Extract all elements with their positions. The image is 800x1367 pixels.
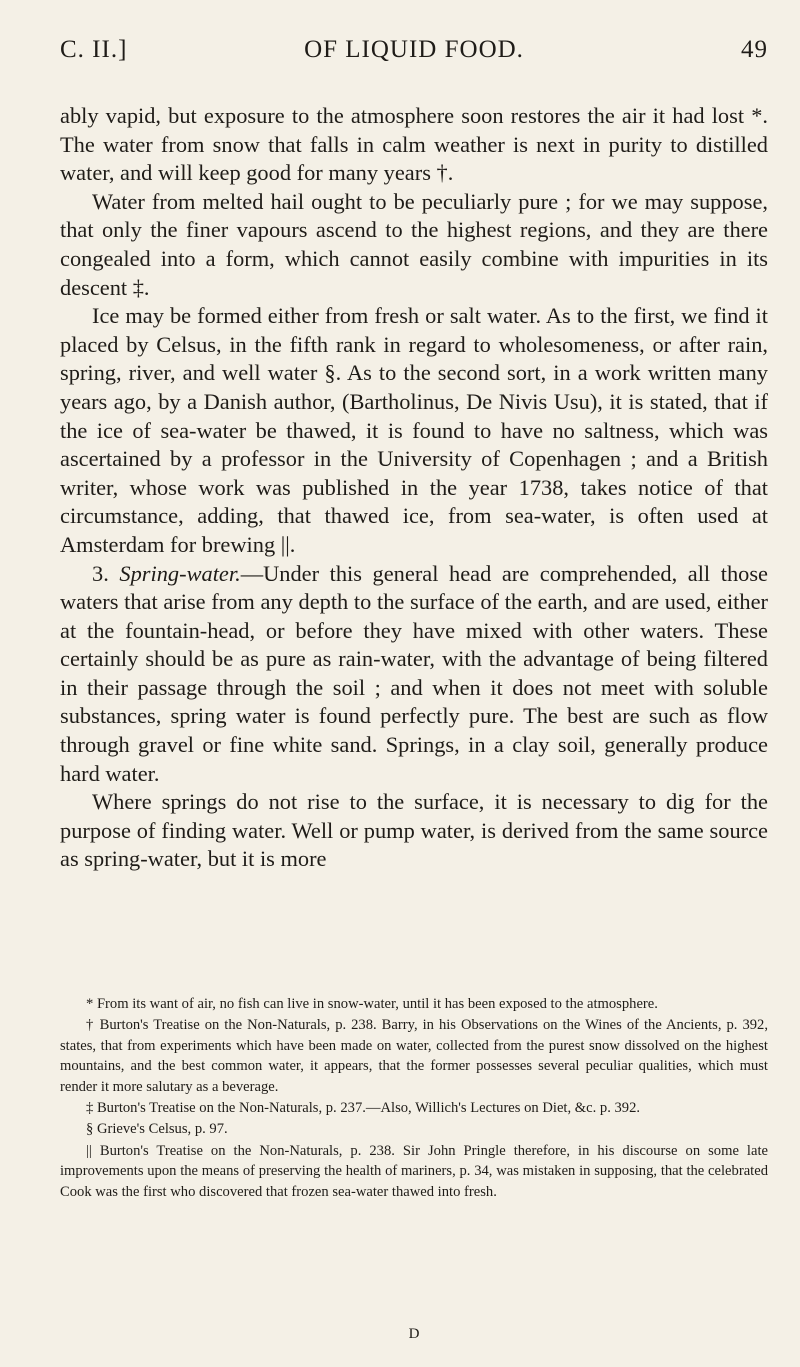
paragraph-ice: Ice may be formed either from fresh or salt water. As to the first, we find it placed by Celsus, in the fifth rank in regard to wholesomeness, or after rain, spring, river, and well water §. As to the second sort, in a work written many years ago, by a Danish author, (Bartholinus, De Nivis Usu), it is stated, that if the ice of sea-water be thawed, it is found to have no saltness, which was ascertained by a professor in the University of Copenhagen ; and a British writer, whose work was published in the year 1738, takes notice of that circumstance, adding, that thawed ice, from sea-water, is often used at Amsterdam for brewing ||. [60,303,768,557]
main-text [60,102,768,874]
section-heading: Spring-water. [119,560,241,586]
paragraph-continued: ably vapid, but exposure to the atmosphere soon restores the air it had lost *. The water from snow that falls in calm weather is next in purity to distilled water, and will keep good for many years †. [60,103,768,186]
footnote-4: § Grieve's Celsus, p. 97. [86,1121,228,1138]
footnote-3: ‡ Burton's Treatise on the Non-Naturals, p. 237.—Also, Willich's Lectures on Diet, &c. p. 392. [86,1100,641,1117]
paragraph-spring-water [60,560,768,789]
paragraph-hail-water: Water from melted hail ought to be peculiarly pure ; for we may suppose, that only the finer vapours ascend to the highest regions, and they are there congealed into a form, which cannot easily combine with impurities in its descent ‡. [60,188,768,300]
paragraph-well-water: Where springs do not rise to the surface, it is necessary to dig for the purpose of finding water. Well or pump water, is derived from the same source as spring-water, but it is more [60,789,768,872]
running-header [60,36,768,76]
running-title: OF LIQUID FOOD. [304,36,524,63]
footnotes [60,994,768,1203]
page-number: 49 [741,36,768,63]
signature-mark: D [408,1326,420,1342]
section-number: 3. [92,560,109,586]
chapter-marker: C. II.] [60,36,128,63]
footnote-2: † Burton's Treatise on the Non-Naturals, p. 238. Barry, in his Observations on the Wines of the Ancients, p. 392, states, that from experiments which have been made on water, collected from the purest snow dissolved on the highest mountains, and the best common water, it appears, that the former possesses several peculiar qualities, which must render it more salutary as a beverage. [60,1017,768,1095]
footnote-1: * From its want of air, no fish can live in snow-water, until it has been exposed to the atmosphere. [86,996,658,1012]
section-text: —Under this general head are comprehended, all those waters that arise from any depth to the surface of the earth, and are used, either at the fountain-head, or before they have mixed with other waters. These certainly should be as pure as rain-water, with the advantage of being filtered in their passage through the soil ; and when it does not meet with soluble substances, spring water is found perfectly pure. The best are such as flow through gravel or fine white sand. Springs, in a clay soil, generally produce hard water. [60,560,768,786]
footnote-5: || Burton's Treatise on the Non-Naturals, p. 238. Sir John Pringle therefore, in his discourse on some late improvements upon the means of preserving the health of mariners, p. 34, was mistaken in supposing, that the celebrated Cook was the first who discovered that frozen sea-water thawed into fresh. [60,1142,768,1200]
